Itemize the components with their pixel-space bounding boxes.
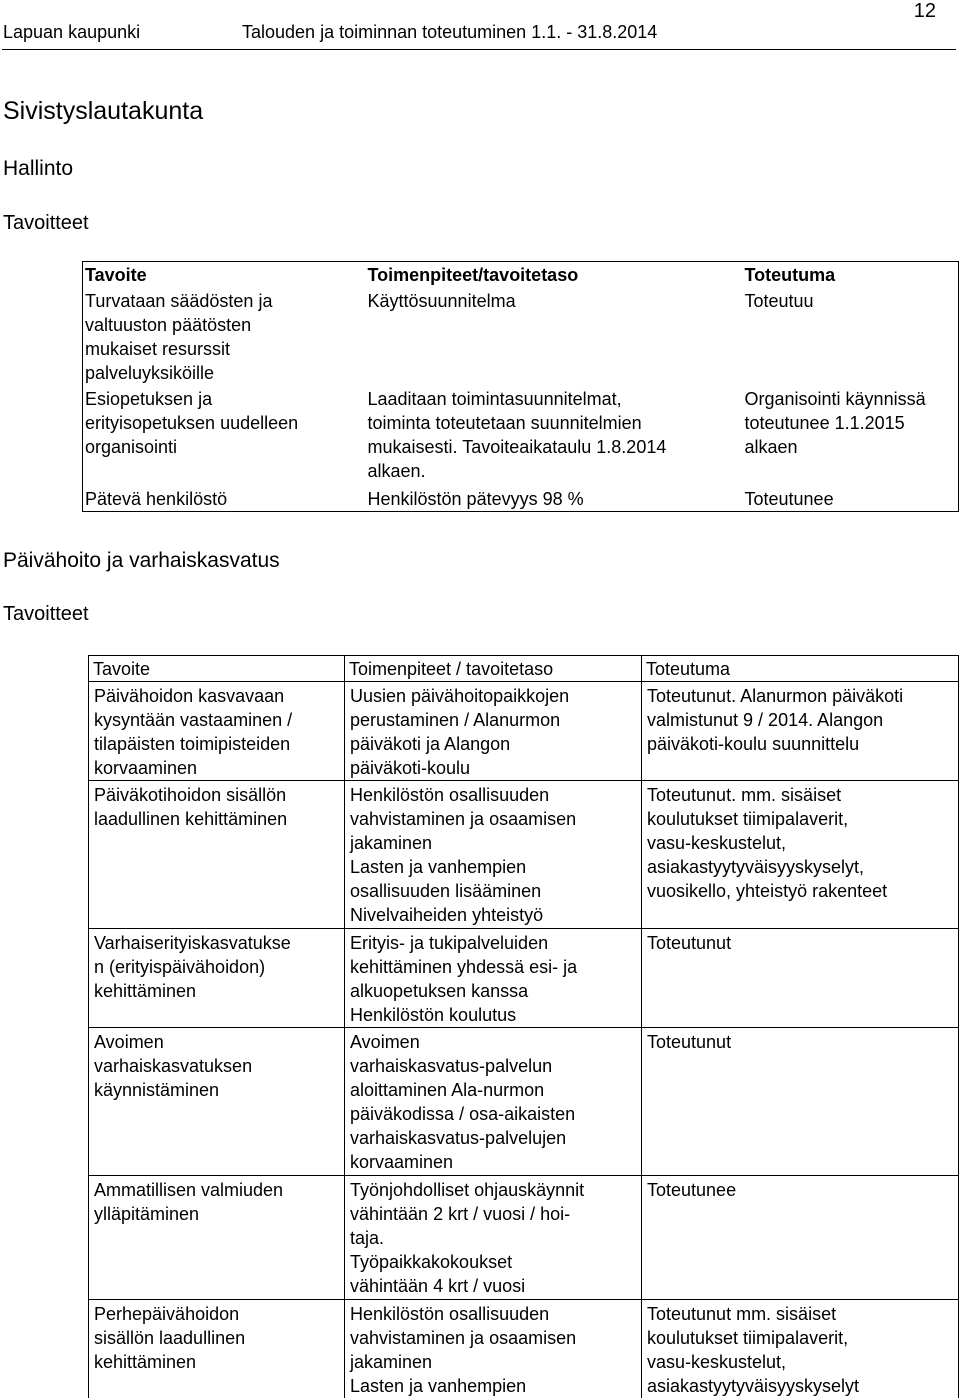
hallinto-goals-heading: Tavoitteet — [3, 212, 89, 234]
cell-line: alkaen — [744, 437, 798, 457]
cell-toteutuma — [642, 781, 959, 929]
cell-line: kehittäminen — [94, 1352, 197, 1372]
cell-line: koulutukset tiimipalaverit, — [647, 1328, 849, 1348]
table-header-row — [83, 262, 959, 289]
cell-line: Toteutunee — [647, 1180, 737, 1200]
cell-line: Henkilöstön osallisuuden — [350, 1304, 550, 1324]
cell-line: päiväkodissa / osa-aikaisten — [350, 1104, 576, 1124]
column-header-tavoite: Tavoite — [89, 656, 345, 682]
cell-line: varhaiskasvatus-palvelujen — [350, 1128, 567, 1148]
cell-line: Laaditaan toimintasuunnitelmat, — [367, 389, 622, 409]
cell-toimenpiteet — [366, 288, 743, 386]
column-header-toimenpiteet: Toimenpiteet/tavoitetaso — [367, 265, 579, 285]
cell-line: tilapäisten toimipisteiden — [94, 734, 291, 754]
cell-line: Päivähoidon kasvavaan — [94, 686, 285, 706]
table-row — [89, 781, 959, 929]
cell-line: laadullinen kehittäminen — [94, 809, 288, 829]
cell-line: Varhaiserityiskasvatukse — [94, 933, 291, 953]
cell-line: Toteutunut — [647, 1032, 732, 1052]
cell-line: kehittäminen yhdessä esi- ja — [350, 957, 578, 977]
table-row — [83, 288, 959, 386]
cell-line: vähintään 2 krt / vuosi / hoi- — [350, 1204, 571, 1224]
cell-line: palveluyksiköille — [85, 363, 215, 383]
cell-line: Henkilöstön pätevyys 98 % — [367, 489, 584, 509]
cell-toimenpiteet — [366, 386, 743, 486]
cell-line: toiminta toteutetaan suunnitelmien — [367, 413, 642, 433]
cell-line: vuosikello, yhteistyö rakenteet — [647, 881, 888, 901]
cell-line: kysyntään vastaaminen / — [94, 710, 293, 730]
cell-line: päiväkoti-koulu suunnittelu — [647, 734, 860, 754]
cell-line: Henkilöstön osallisuuden — [350, 785, 550, 805]
cell-line: Työpaikkakokoukset — [350, 1252, 513, 1272]
cell-line: Toteutunut mm. sisäiset — [647, 1304, 837, 1324]
cell-line: aloittaminen Ala-nurmon — [350, 1080, 545, 1100]
cell-line: toteutunee 1.1.2015 — [744, 413, 905, 433]
cell-line: Organisointi käynnissä — [744, 389, 926, 409]
cell-line: taja. — [350, 1228, 385, 1248]
cell-line: päiväkoti-koulu — [350, 758, 471, 778]
cell-line: vasu-keskustelut, — [647, 1352, 787, 1372]
cell-line: Päiväkotihoidon sisällön — [94, 785, 287, 805]
cell-tavoite — [89, 1176, 345, 1300]
table-header-row — [89, 656, 959, 682]
cell-line: Esiopetuksen ja — [85, 389, 213, 409]
header-rule — [2, 49, 956, 50]
column-header-toteutuma: Toteutuma — [744, 265, 836, 285]
cell-line: sisällön laadullinen — [94, 1328, 246, 1348]
cell-line: asiakastyytyväisyyskyselyt, — [647, 857, 865, 877]
cell-toteutuma — [642, 682, 959, 781]
paivahoito-goals-table — [88, 655, 959, 1398]
cell-line: päiväkoti ja Alangon — [350, 734, 511, 754]
hallinto-goals-table — [82, 261, 959, 512]
cell-toimenpiteet — [345, 781, 642, 929]
cell-line: alkaen. — [367, 461, 426, 481]
cell-line: mukaiset resurssit — [85, 339, 231, 359]
cell-line: käynnistäminen — [94, 1080, 220, 1100]
table-row — [89, 1176, 959, 1300]
table-row — [89, 929, 959, 1028]
hallinto-heading: Hallinto — [3, 157, 74, 180]
cell-line: Ammatillisen valmiuden — [94, 1180, 284, 1200]
cell-toteutuma — [743, 386, 959, 486]
cell-line: perustaminen / Alanurmon — [350, 710, 561, 730]
section-title: Sivistyslautakunta — [3, 97, 204, 125]
cell-line: vahvistaminen ja osaamisen — [350, 809, 577, 829]
cell-line: Avoimen — [94, 1032, 164, 1052]
cell-toteutuma — [642, 1300, 959, 1398]
cell-line: n (erityispäivähoidon) — [94, 957, 266, 977]
cell-line: varhaiskasvatuksen — [94, 1056, 253, 1076]
cell-line: jakaminen — [350, 1352, 433, 1372]
paivahoito-goals-heading: Tavoitteet — [3, 603, 89, 625]
cell-line: erityisopetuksen uudelleen — [85, 413, 299, 433]
cell-toteutuma — [642, 1176, 959, 1300]
cell-toimenpiteet — [345, 1176, 642, 1300]
cell-line: Turvataan säädösten ja — [85, 291, 273, 311]
cell-line: ylläpitäminen — [94, 1204, 200, 1224]
cell-line: Henkilöstön koulutus — [350, 1005, 517, 1025]
cell-line: Perhepäivähoidon — [94, 1304, 240, 1324]
cell-line: Lasten ja vanhempien — [350, 857, 527, 877]
cell-line: Toteutunee — [744, 489, 834, 509]
header-report-title: Talouden ja toiminnan toteutuminen 1.1. - 31.8.2014 — [242, 22, 658, 42]
cell-line: Toteutunut. mm. sisäiset — [647, 785, 842, 805]
cell-line: osallisuuden lisääminen — [350, 881, 542, 901]
cell-line: Käyttösuunnitelma — [367, 291, 516, 311]
cell-toimenpiteet — [345, 929, 642, 1028]
table-row — [83, 386, 959, 486]
table-row — [89, 682, 959, 781]
cell-tavoite — [89, 929, 345, 1028]
cell-toteutuma — [743, 486, 959, 512]
table-row — [83, 486, 959, 512]
cell-line: Uusien päivähoitopaikkojen — [350, 686, 570, 706]
cell-line: korvaaminen — [350, 1152, 454, 1172]
cell-line: Toteutuu — [744, 291, 814, 311]
column-header-tavoite: Tavoite — [85, 265, 147, 285]
table-row — [89, 1300, 959, 1398]
cell-toteutuma — [743, 288, 959, 386]
cell-toteutuma — [642, 1028, 959, 1176]
cell-line: kehittäminen — [94, 981, 197, 1001]
cell-tavoite — [83, 288, 366, 386]
cell-tavoite — [89, 1028, 345, 1176]
cell-line: Toteutunut — [647, 933, 732, 953]
cell-line: alkuopetuksen kanssa — [350, 981, 529, 1001]
cell-tavoite — [89, 682, 345, 781]
cell-tavoite — [89, 1300, 345, 1398]
cell-line: mukaisesti. Tavoiteaikataulu 1.8.2014 — [367, 437, 667, 457]
cell-toimenpiteet — [345, 682, 642, 781]
cell-line: organisointi — [85, 437, 178, 457]
cell-line: valtuuston päätösten — [85, 315, 252, 335]
cell-line: varhaiskasvatus-palvelun — [350, 1056, 553, 1076]
cell-line: vahvistaminen ja osaamisen — [350, 1328, 577, 1348]
cell-line: koulutukset tiimipalaverit, — [647, 809, 849, 829]
cell-line: Lasten ja vanhempien — [350, 1376, 527, 1396]
table-row — [89, 1028, 959, 1176]
header-city: Lapuan kaupunki — [3, 22, 141, 42]
cell-toimenpiteet — [345, 1300, 642, 1398]
cell-line: jakaminen — [350, 833, 433, 853]
cell-line: Toteutunut. Alanurmon päiväkoti — [647, 686, 904, 706]
cell-toteutuma — [642, 929, 959, 1028]
cell-line: valmistunut 9 / 2014. Alangon — [647, 710, 884, 730]
cell-tavoite — [83, 386, 366, 486]
cell-tavoite — [83, 486, 366, 512]
cell-line: Työnjohdolliset ohjauskäynnit — [350, 1180, 585, 1200]
page-number: 12 — [913, 0, 936, 22]
cell-line: vasu-keskustelut, — [647, 833, 787, 853]
paivahoito-heading: Päivähoito ja varhaiskasvatus — [3, 549, 280, 572]
cell-tavoite — [89, 781, 345, 929]
cell-line: vähintään 4 krt / vuosi — [350, 1276, 526, 1296]
cell-line: Pätevä henkilöstö — [85, 489, 228, 509]
column-header-toimenpiteet: Toimenpiteet / tavoitetaso — [345, 656, 642, 682]
cell-line: korvaaminen — [94, 758, 198, 778]
cell-line: Erityis- ja tukipalveluiden — [350, 933, 549, 953]
cell-toimenpiteet — [366, 486, 743, 512]
cell-toimenpiteet — [345, 1028, 642, 1176]
column-header-toteutuma: Toteutuma — [642, 656, 959, 682]
cell-line: Avoimen — [350, 1032, 420, 1052]
cell-line: asiakastyytyväisyyskyselyt — [647, 1376, 860, 1396]
cell-line: Nivelvaiheiden yhteistyö — [350, 905, 544, 925]
